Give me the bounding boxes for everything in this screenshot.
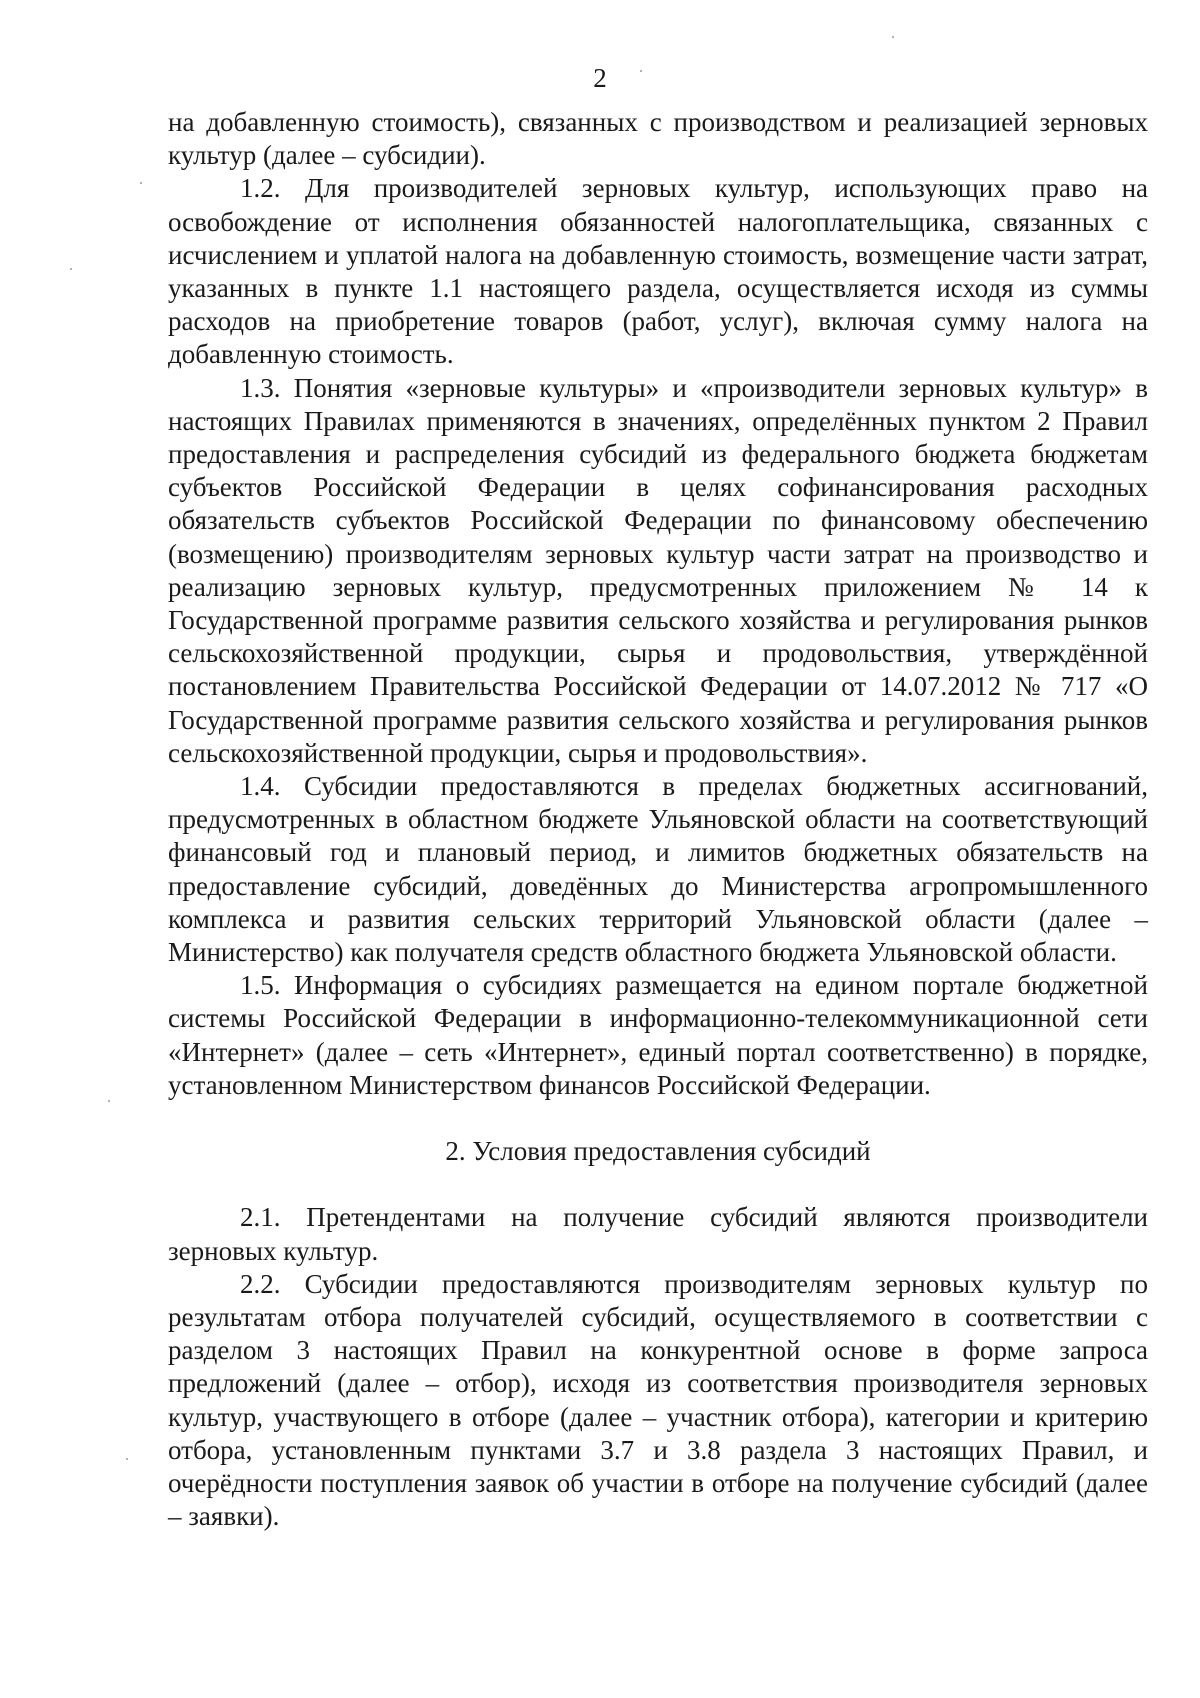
paragraph: на добавленную стоимость), связанных с производством и реализацией зерновых культур (далее – субсидии).	[168, 107, 1148, 171]
scan-speck	[640, 70, 642, 72]
paragraph: 1.2. Для производителей зерновых культур, использующих право на освобождение от исполнения обязанностей налогоплательщика, связанных с исчислением и уплатой налога на добавленную стоимость, возмещение части затрат, указанных в пункте 1.1 настоящего раздела, осуществляется исходя из суммы расходов на приобретение товаров (работ, услуг), включая сумму налога на добавленную стоимость.	[168, 173, 1148, 370]
paragraph-group-after-heading	[168, 1201, 1148, 1533]
scan-speck	[108, 1100, 110, 1102]
page-number: 2	[593, 63, 607, 93]
document-body	[168, 106, 1148, 1533]
paragraph: 1.5. Информация о субсидиях размещается на едином портале бюджетной системы Российской Федерации в информационно-телекоммуникационной сети «Интернет» (далее – сеть «Интернет», единый портал соответственно) в порядке, установленном Министерством финансов Российской Федерации.	[168, 970, 1148, 1100]
paragraph: 2.1. Претендентами на получение субсидий являются производители зерновых культур.	[168, 1202, 1148, 1266]
scan-speck	[140, 182, 142, 184]
paragraph: 1.4. Субсидии предоставляются в пределах бюджетных ассигнований, предусмотренных в областном бюджете Ульяновской области на соответствующий финансовый год и плановый период, и лимитов бюджетных обязательств на предоставление субсидий, доведённых до Министерства агропромышленного комплекса и развития сельских территорий Ульяновской области (далее – Министерство) как получателя средств областного бюджета Ульяновской области.	[168, 771, 1148, 968]
scan-speck	[892, 36, 894, 38]
scan-speck	[70, 268, 72, 270]
scan-speck	[126, 1458, 128, 1460]
paragraph: 1.3. Понятия «зерновые культуры» и «производители зерновых культур» в настоящих Правилах применяются в значениях, определённых пунктом 2 Правил предоставления и распределения субсидий из федерального бюджета бюджетам субъектов Российской Федерации в целях софинансирования расходных обязательств субъектов Российской Федерации по финансовому обеспечению (возмещению) производителям зерновых культур части затрат на производство и реализацию зерновых культур, предусмотренных приложением № 14 к Государственной программе развития сельского хозяйства и регулирования рынков сельскохозяйственной продукции, сырья и продовольствия, утверждённой постановлением Правительства Российской Федерации от 14.07.2012 № 717 «О Государственной программе развития сельского хозяйства и регулирования рынков сельскохозяйственной продукции, сырья и продовольствия».	[168, 372, 1148, 768]
section-heading: 2. Условия предоставления субсидий	[445, 1136, 871, 1167]
paragraph: 2.2. Субсидии предоставляются производителям зерновых культур по результатам отбора получателей субсидий, осуществляемого в соответствии с разделом 3 настоящих Правил на конкурентной основе в форме запроса предложений (далее – отбор), исходя из соответствия производителя зерновых культур, участвующего в отборе (далее – участник отбора), категории и критерию отбора, установленным пунктами 3.7 и 3.8 раздела 3 настоящих Правил, и очерёдности поступления заявок об участии в отборе на получение субсидий (далее – заявки).	[168, 1268, 1148, 1532]
paragraph-group-before-heading	[168, 106, 1148, 1102]
